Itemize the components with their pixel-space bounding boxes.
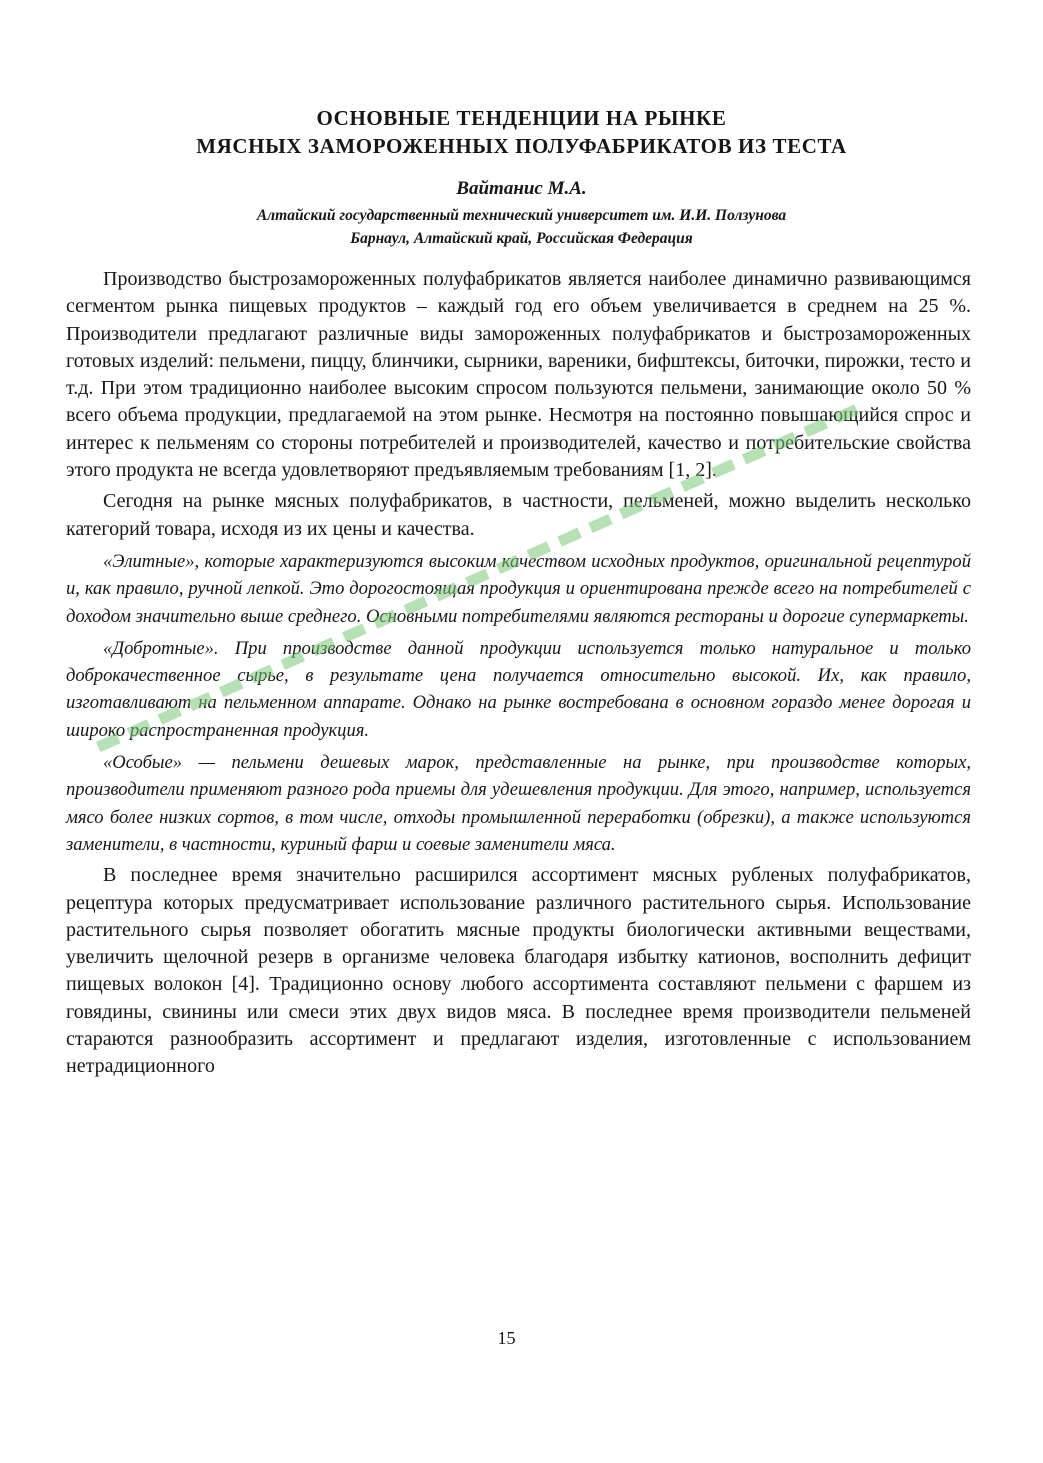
paragraph-special: «Особые» — пельмени дешевых марок, представленные на рынке, при производстве которых, производители применяют разного рода приемы для удешевления продукции. Для этого, например, используется мясо более низких сортов, в том числе, отходы промышленной переработки (обрезки), а также используются заменители, в частности, куриный фарш и соевые заменители мяса. xyxy=(66,752,971,855)
paragraph-quality: «Добротные». При производстве данной продукции используется только натуральное и только доброкачественное сырье, в результате цена получается относительно высокой. Их, как правило, изготавливают на пельменном аппарате. Однако на рынке востребована в основном гораздо менее дорогая и широко распространенная продукция. xyxy=(66,637,971,741)
paragraph-categories: Сегодня на рынке мясных полуфабрикатов, в частности, пельменей, можно выделить несколько категорий товара, исходя из их цены и качества. xyxy=(66,490,971,540)
paragraph-intro: Производство быстрозамороженных полуфабрикатов является наиболее динамично развивающимся сегментом рынка пищевых продуктов – каждый год его объем увеличивается в среднем на 25 %. Производители предлагают различные виды замороженных полуфабрикатов и быстрозамороженных готовых изделий: пельмени, пиццу, блинчики, сырники, вареники, бифштексы, биточки, пирожки, тесто и т.д. При этом традиционно наиболее высоким спросом пользуются пельмени, занимающие около 50 % всего объема продукции, предлагаемой на этом рынке. Несмотря на постоянно повышающийся спрос и интерес к пельменям со стороны потребителей и производителей, качество и потребительские свойства этого продукта не всегда удовлетворяют предъявляемым требованиям [1, 2]. xyxy=(66,268,971,482)
affiliation-line-1: Алтайский государственный технический университет им. И.И. Ползунова xyxy=(256,207,787,224)
article-title-line-1: ОСНОВНЫЕ ТЕНДЕНЦИИ НА РЫНКЕ xyxy=(316,106,727,130)
article-body xyxy=(66,266,971,1081)
affiliation-line-2: Барнаул, Алтайский край, Российская Федерация xyxy=(350,230,693,247)
paragraph-assortment: В последнее время значительно расширился ассортимент мясных рубленых полуфабрикатов, рецептура которых предусматривает использование различного растительного сырья. Использование растительного сырья позволяет обогатить мясные продукты биологически активными веществами, увеличить щелочной резерв в организме человека благодаря избытку катионов, восполнить дефицит пищевых волокон [4]. Традиционно основу любого ассортимента составляют пельмени с фаршем из говядины, свинины или смеси этих двух видов мяса. В последнее время производители пельменей стараются разнообразить ассортимент и предлагают изделия, изготовленные с использованием нетрадиционного xyxy=(66,864,971,1078)
article-title-line-2: МЯСНЫХ ЗАМОРОЖЕННЫХ ПОЛУФАБРИКАТОВ ИЗ ТЕСТА xyxy=(196,134,847,158)
author-name: Вайтанис М.А. xyxy=(456,178,587,199)
paragraph-elite: «Элитные», которые характеризуются высоким качеством исходных продуктов, оригинальной рецептурой и, как правило, ручной лепкой. Это дорогостоящая продукция и ориентирована прежде всего на потребителей с доходом значительно выше среднего. Основными потребителями являются рестораны и дорогие супермаркеты. xyxy=(66,550,971,627)
page-number: 15 xyxy=(497,1328,516,1348)
